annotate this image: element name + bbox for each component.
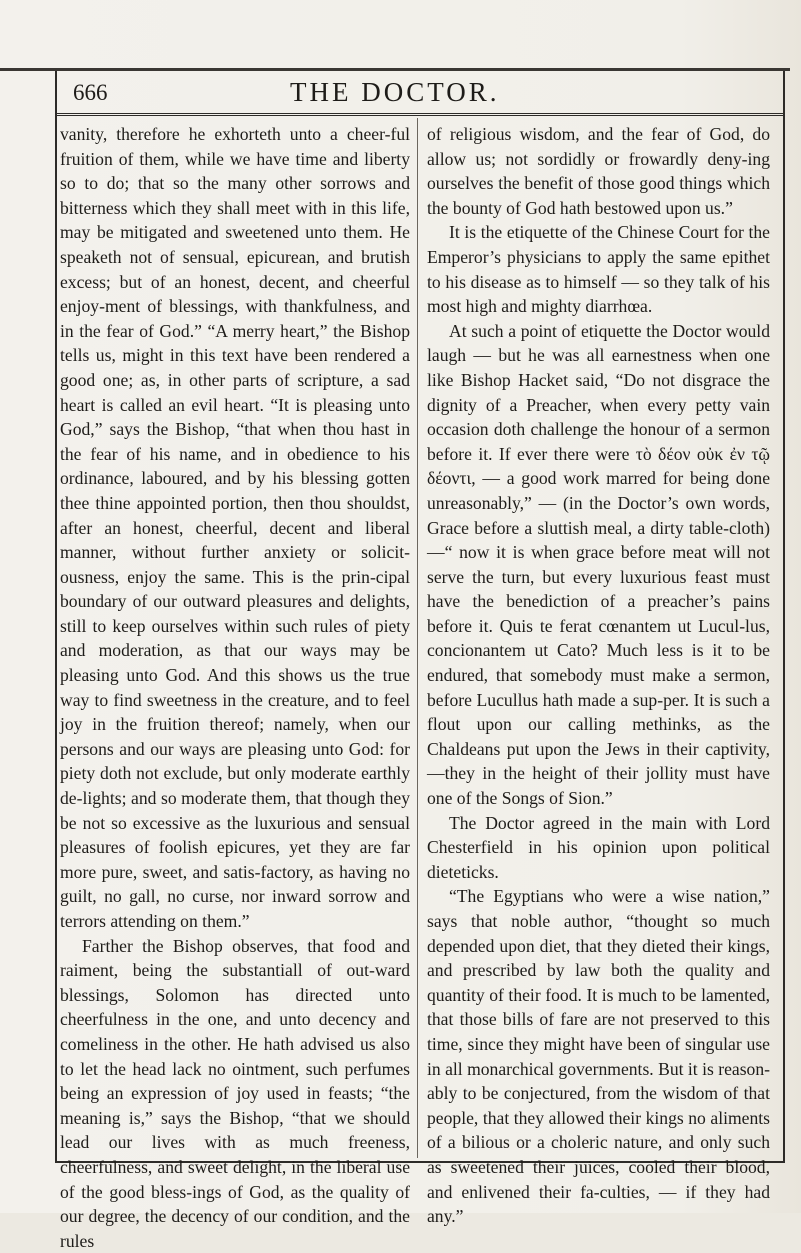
left-paragraph-1: vanity, therefore he exhorteth unto a cheer-ful fruition of them, while we have time and liberty so to do; that so the many other sorrows and bitterness which they shall meet with in this life, may be mitigated and sweetened unto them. He speaketh not of sensual, epicurean, and brutish excess; but of an honest, decent, and cheerful enjoy-ment of blessings, with thankfulness, and in the fear of God.” “A merry heart,” the Bishop tells us, might in this text have been rendered a good one; as, in other parts of scripture, a sad heart is called an evil heart. “It is pleasing unto God,” says the Bishop, “that when thou hast in the fear of his name, and in obedience to his ordinance, laboured, and by his blessing gotten thee thine appointed portion, then thou shouldst, after an honest, cheerful, decent and liberal manner, without further anxiety or solicit-ousness, enjoy the same. This is the prin-cipal boundary of our outward pleasures and delights, still to keep ourselves within such rules of piety and moderation, as that our ways may be pleasing unto God. And this shows us the true way to find sweetness in the creature, and to feel joy in the fruition thereof; namely, when our persons and our ways are pleasing unto God: for piety doth not exclude, but only moderate earthly de-lights; and so moderate them, that though they be not so excessive as the luxurious and sensual pleasures of foolish epicures, yet they are far more pure, sweet, and satis-factory, as having no guilt, no gall, no curse, nor inward sorrow and terrors attending on them.” bbox=[60, 124, 410, 931]
left-column bbox=[60, 122, 410, 1251]
column-divider bbox=[417, 118, 418, 1158]
right-paragraph-2: It is the etiquette of the Chinese Court for the Emperor’s physicians to apply the same epithet to his disease as to himself — so they talk of his most high and mighty diarrhœa. bbox=[427, 222, 770, 317]
right-paragraph-5: “The Egyptians who were a wise nation,” says that noble author, “thought so much depended upon diet, that they dieted their kings, and prescribed by law both the quality and quantity of their food. It is much to be lamented, that those bills of fare are not preserved to this time, since they might have been of singular use in all monarchical governments. But it is reason-ably to be conjectured, from the wisdom of that people, that they allowed their kings no aliments of a bilious or a choleric nature, and only such as sweetened their juices, cooled their blood, and enlivened their fa-culties, — if they had any.” bbox=[427, 886, 770, 1227]
right-column bbox=[427, 122, 770, 1227]
page-header bbox=[55, 73, 785, 116]
right-paragraph-4: The Doctor agreed in the main with Lord Chesterfield in his opinion upon political dieteticks. bbox=[427, 812, 770, 882]
running-title: THE DOCTOR. bbox=[290, 77, 500, 107]
right-paragraph-3: At such a point of etiquette the Doctor would laugh — but he was all earnestness when one like Bishop Hacket said, “Do not disgrace the dignity of a Preacher, when every petty vain occasion doth challenge the honour of a sermon before it. If ever there were τὸ δέον οὐκ ἐν τῷ δέοντι, — a good work marred for being done unreasonably,” — (in the Doctor’s own words, Grace before a sluttish meal, a dirty table-cloth) —“ now it is when grace before meat will not serve the turn, but every luxurious feast must have the benediction of a preacher’s pains before it. Quis te ferat cœnantem ut Lucul-lus, concionantem ut Cato? Much less is it to be endured, that somebody must make a sermon, before Lucullus hath made a sup-per. It is such a flout upon our calling methinks, as the Chaldeans put upon the Jews in their captivity,—they in the height of their jollity must have one of the Songs of Sion.” bbox=[427, 320, 770, 809]
left-paragraph-2: Farther the Bishop observes, that food and raiment, being the substantiall of out-ward blessings, Solomon has directed unto cheerfulness in the one, and unto decency and comeliness in the other. He hath advised us also to let the head lack no ointment, such perfumes being an expression of joy used in feasts; “the meaning is,” says the Bishop, “that we should lead our lives with as much freeness, cheerfulness, and sweet delight, in the liberal use of the good bless-ings of God, as the quality of our degree, the decency of our condition, and the rules bbox=[60, 935, 410, 1251]
right-paragraph-1: of religious wisdom, and the fear of God, do allow us; not sordidly or frowardly deny-ing ourselves the benefit of those good things which the bounty of God hath bestowed upon us.” bbox=[427, 124, 770, 218]
page-number: 666 bbox=[73, 80, 108, 105]
